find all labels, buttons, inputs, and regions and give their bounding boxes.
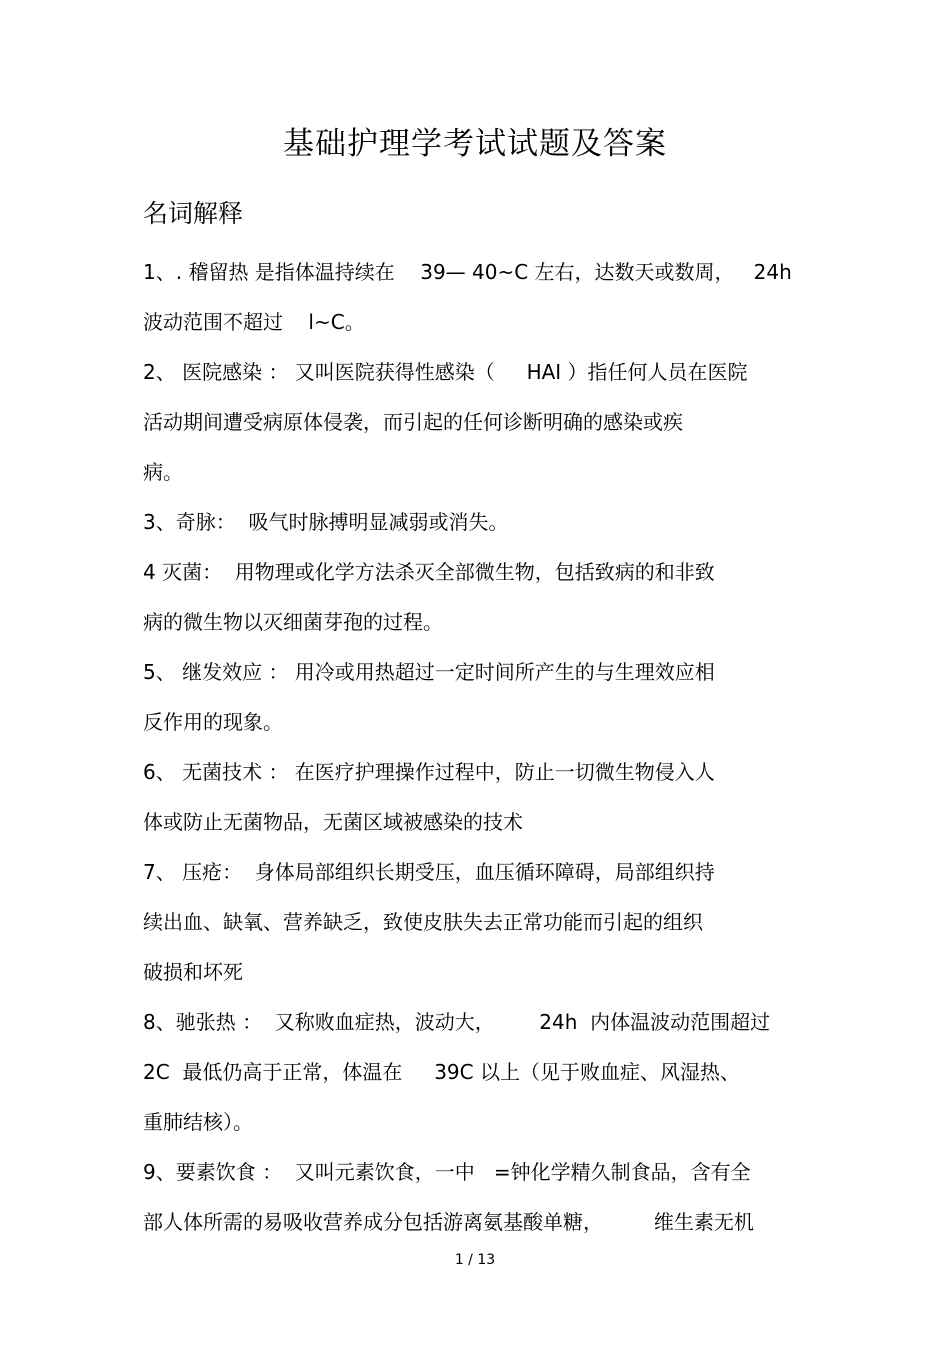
text-line: 病的微生物以灭细菌芽孢的过程。 xyxy=(143,610,443,634)
text-line: 病。 xyxy=(143,460,183,484)
text-line: 活动期间遭受病原体侵袭，而引起的任何诊断明确的感染或疾 xyxy=(143,410,683,434)
text-line: 9、要素饮食 ： 又叫元素饮食，一中 =钟化学精久制食品，含有全 xyxy=(143,1160,751,1184)
text-line: 2、 医院感染 ： 又叫医院获得性感染（ HAI ）指任何人员在医院 xyxy=(143,360,748,384)
document-title: 基础护理学考试试题及答案 xyxy=(283,126,667,162)
text-line: 破损和坏死 xyxy=(143,960,243,984)
page-indicator: 1 / 13 xyxy=(454,1252,496,1268)
text-line: 续出血、缺氧、营养缺乏，致使皮肤失去正常功能而引起的组织 xyxy=(143,910,703,934)
text-line: 部人体所需的易吸收营养成分包括游离氨基酸单糖， 维生素无机 xyxy=(143,1210,754,1234)
text-line: 4 灭菌： 用物理或化学方法杀灭全部微生物，包括致病的和非致 xyxy=(143,560,715,584)
text-line: 7、 压疮： 身体局部组织长期受压，血压循环障碍，局部组织持 xyxy=(143,860,715,884)
text-line: 5、 继发效应 ： 用冷或用热超过一定时间所产生的与生理效应相 xyxy=(143,660,715,684)
section-heading: 名词解释 xyxy=(143,199,244,228)
text-line: 6、 无菌技术 ： 在医疗护理操作过程中，防止一切微生物侵入人 xyxy=(143,760,715,784)
text-line: 8、驰张热 ： 又称败血症热，波动大， 24h 内体温波动范围超过 xyxy=(143,1010,771,1034)
text-line: 反作用的现象。 xyxy=(143,710,283,734)
text-line: 重肺结核）。 xyxy=(143,1110,253,1134)
document-body xyxy=(143,250,823,1250)
text-line: 波动范围不超过 l~C。 xyxy=(143,310,365,334)
text-line: 3、奇脉： 吸气时脉搏明显减弱或消失。 xyxy=(143,510,509,534)
text-line: 体或防止无菌物品，无菌区域被感染的技术 xyxy=(143,810,523,834)
text-line: 2C 最低仍高于正常，体温在 39C 以上（见于败血症、风湿热、 xyxy=(143,1060,740,1084)
text-line: 1、. 稽留热 是指体温持续在 39— 40~C 左右，达数天或数周， 24h xyxy=(143,260,792,284)
